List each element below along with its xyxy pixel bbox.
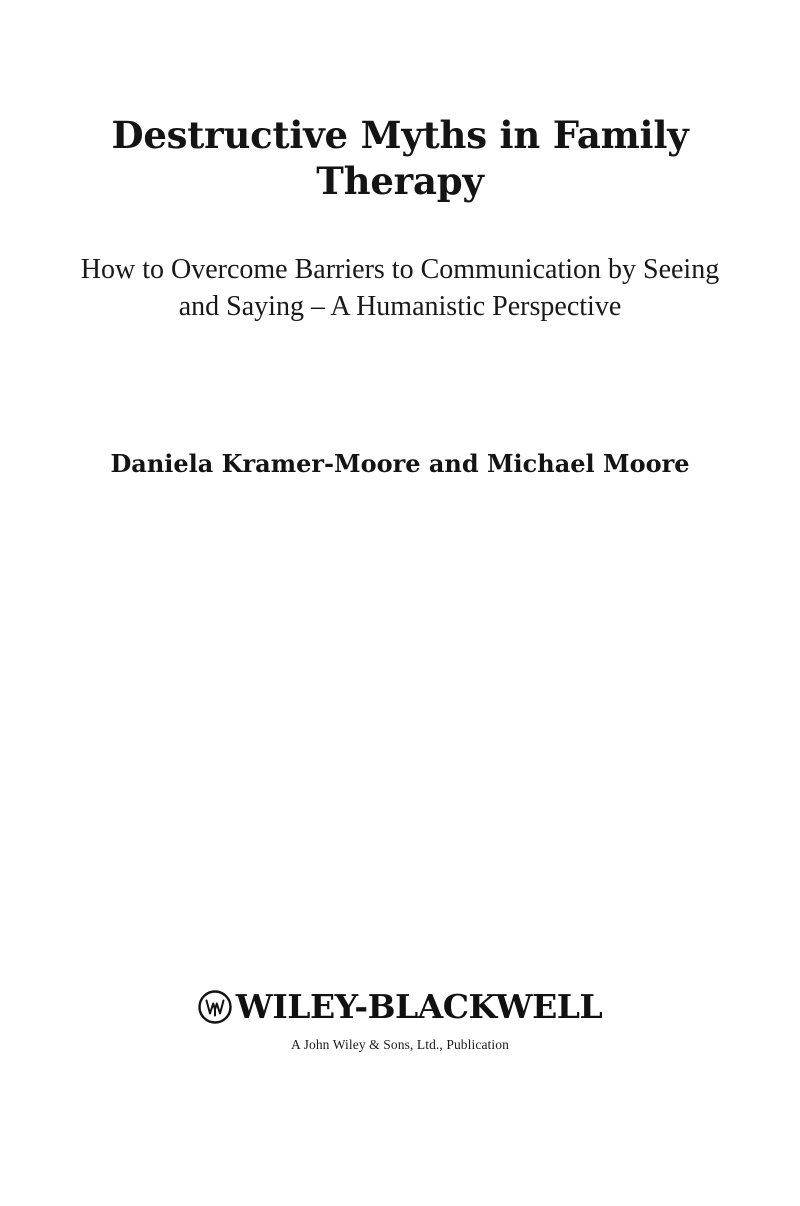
authors-block: [70, 448, 730, 479]
title-block: [80, 112, 720, 205]
publisher-name: WILEY-BLACKWELL: [235, 986, 603, 1026]
publisher-block: [70, 986, 730, 1053]
wiley-wave-mark-icon: [198, 990, 232, 1024]
publisher-logo: [70, 986, 730, 1026]
page-subtitle: How to Overcome Barriers to Communication by Seeing and Saying – A Humanistic Perspective: [80, 254, 720, 322]
page-title: Destructive Myths in Family Therapy: [111, 113, 689, 204]
authors-line: Daniela Kramer-Moore and Michael Moore: [110, 449, 690, 478]
subtitle-block: [70, 252, 730, 325]
imprint-line: A John Wiley & Sons, Ltd., Publication: [291, 1037, 509, 1052]
